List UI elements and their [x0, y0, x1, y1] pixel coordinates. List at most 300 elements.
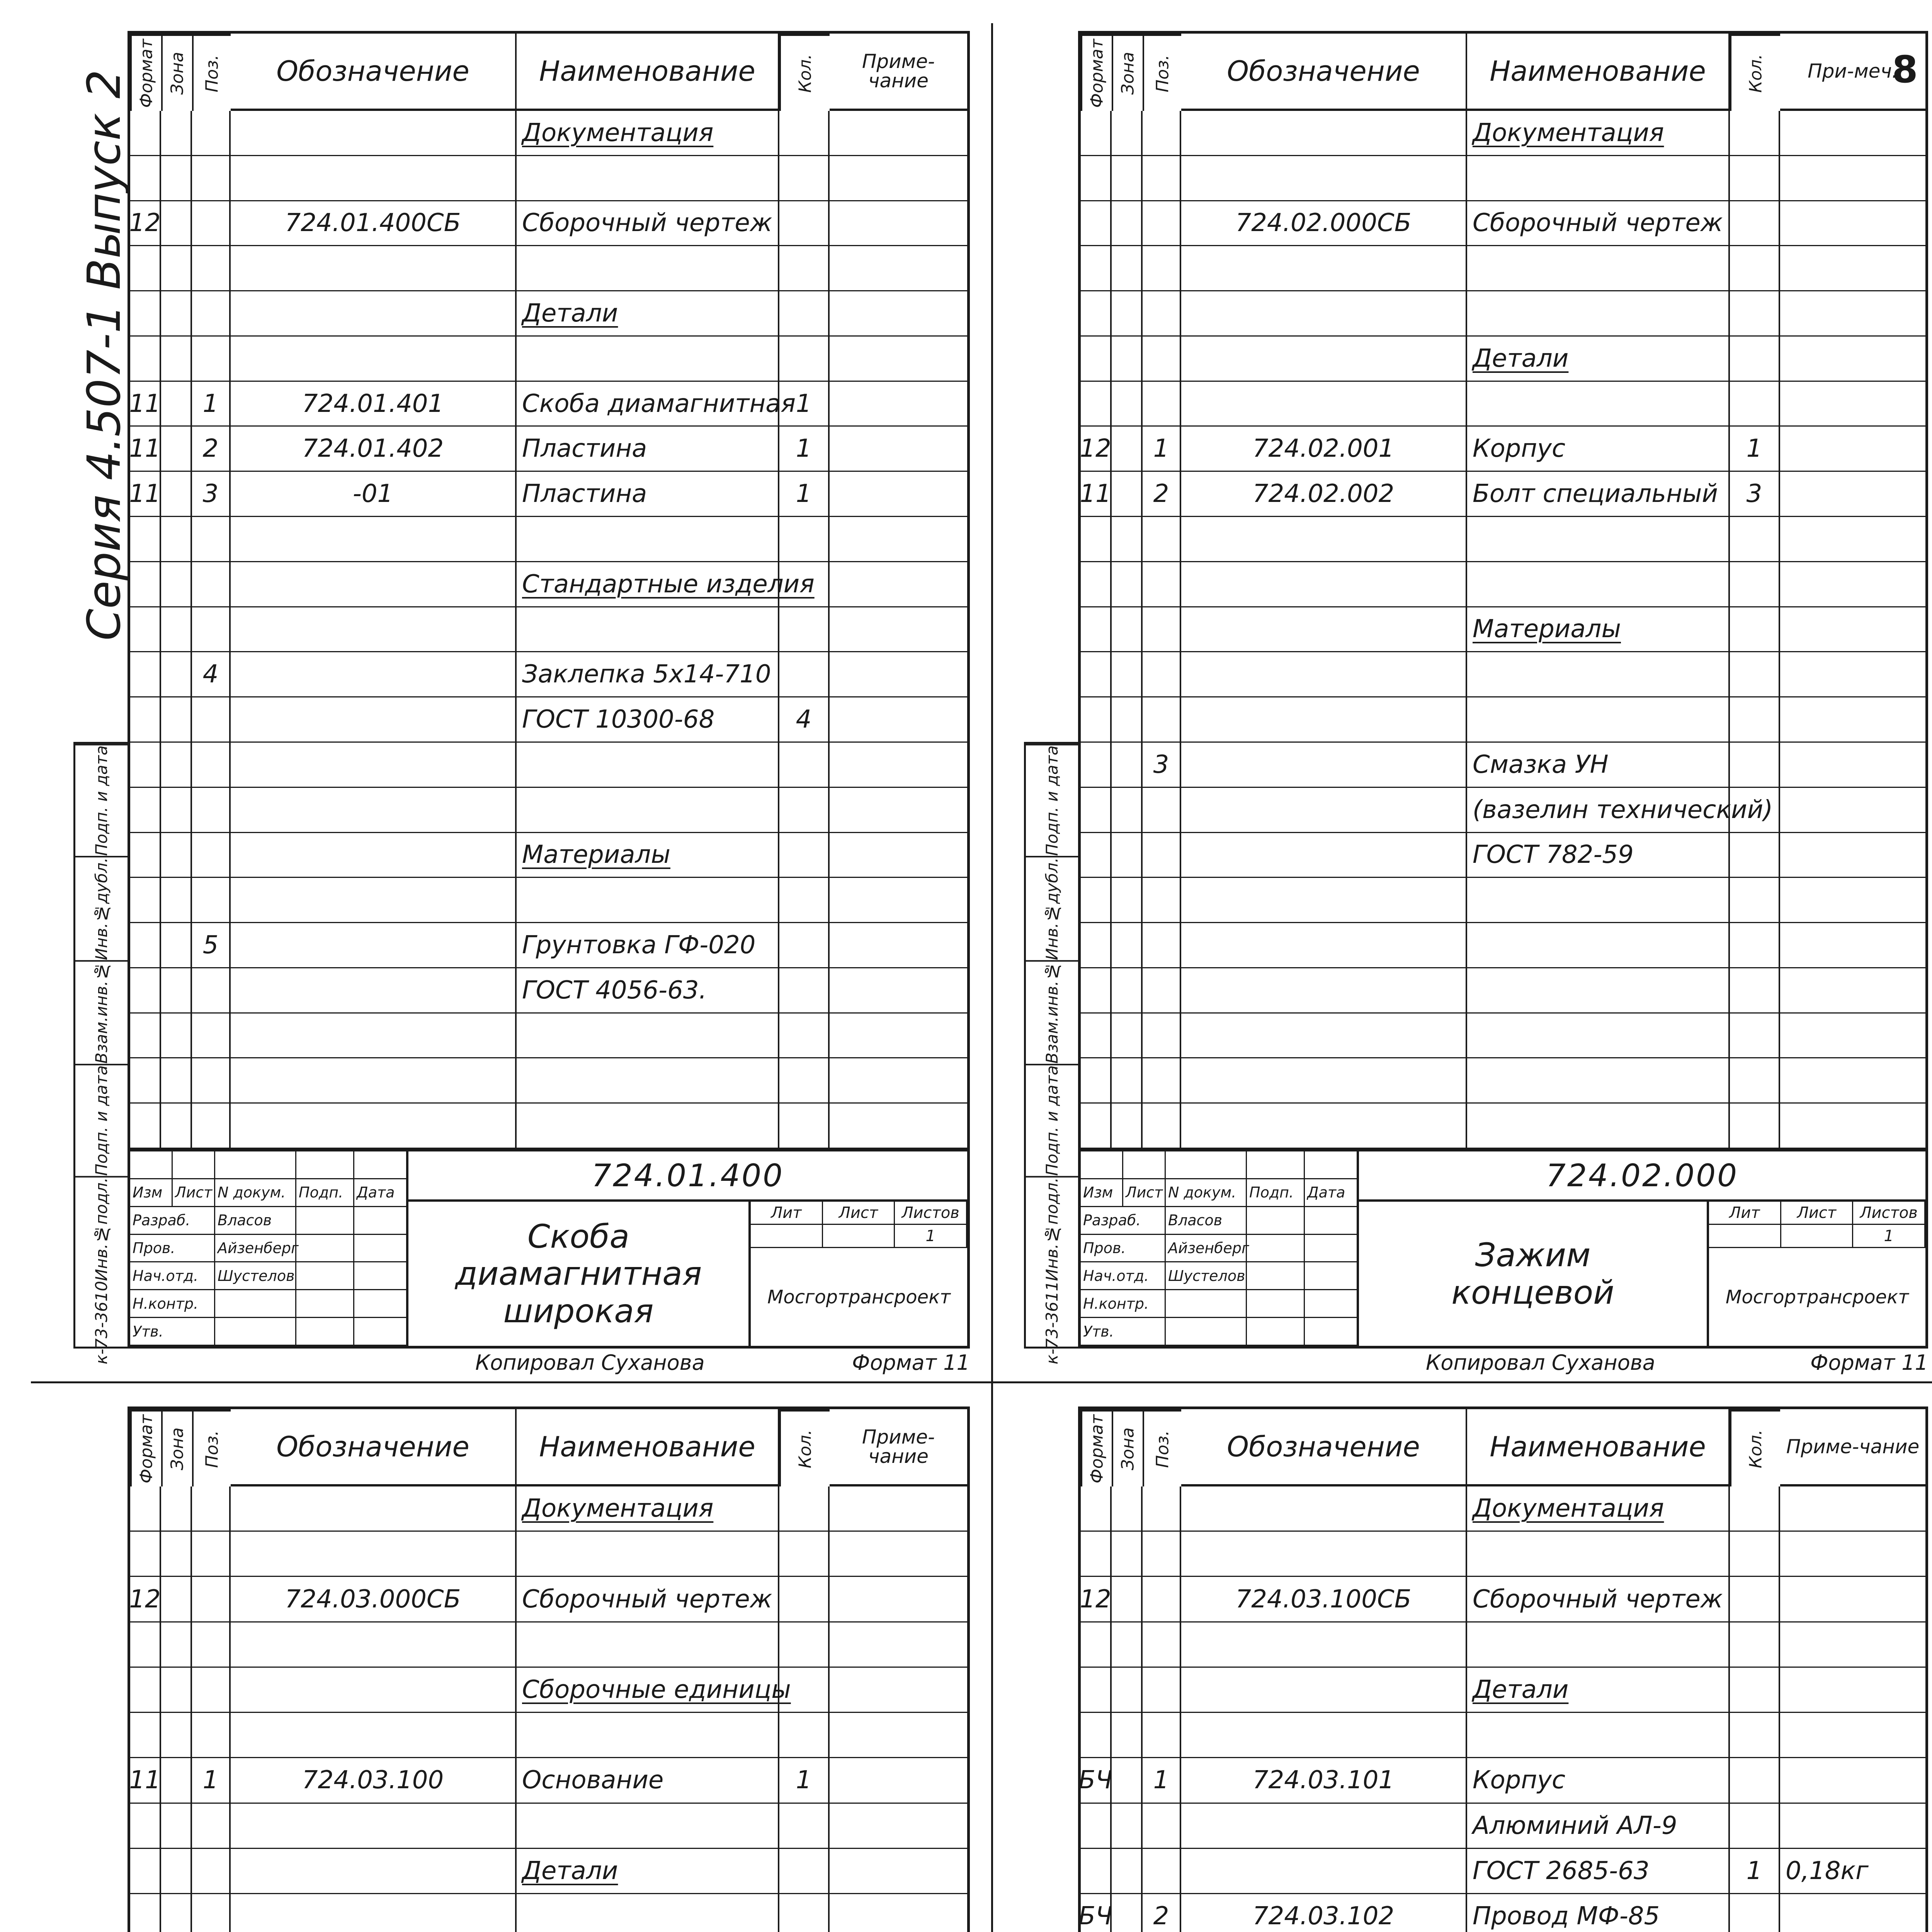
cell-oboznachenie: 724.03.101 [1181, 1758, 1467, 1803]
cell-zona [161, 382, 192, 427]
date-cell [1305, 1207, 1359, 1235]
organization: Мосгортрансроект [767, 1286, 951, 1308]
cell-kol [779, 833, 830, 878]
cell-oboznachenie [231, 246, 517, 291]
date-cell [354, 1235, 408, 1263]
cell-zona [161, 788, 192, 833]
cell-oboznachenie: 724.03.000СБ [231, 1577, 517, 1622]
header-poz: Поз. [192, 1409, 231, 1486]
cell-primechanie [830, 427, 967, 472]
cell-zona [1112, 1014, 1143, 1059]
cell-naimenovanie [517, 1532, 779, 1577]
cell-primechanie [1780, 878, 1925, 923]
cell-naimenovanie: Документация [517, 111, 779, 156]
cell-naimenovanie: Заклепка 5x14-710 [517, 652, 779, 697]
cell-primechanie [830, 1058, 967, 1104]
cell-naimenovanie [517, 1713, 779, 1758]
cell-poz: 1 [1143, 427, 1181, 472]
cell-poz [1143, 291, 1181, 337]
cell-poz [192, 697, 231, 743]
cell-poz [192, 968, 231, 1014]
cell-kol: 1 [1730, 427, 1780, 472]
cell-format: 12 [130, 201, 161, 247]
cell-zona [161, 1486, 192, 1532]
title-block [1081, 1149, 1925, 1346]
cell-naimenovanie [517, 1058, 779, 1104]
cell-format [1081, 1622, 1112, 1668]
cell-format [130, 1486, 161, 1532]
label-list: Лист [1123, 1179, 1166, 1207]
cell-primechanie [1780, 1622, 1925, 1668]
cell-naimenovanie: (вазелин технический) [1467, 788, 1730, 833]
cell-poz [1143, 1849, 1181, 1894]
cell-zona [1112, 1486, 1143, 1532]
series-label: Серия 4.507-1 Выпуск 2 [77, 70, 131, 641]
cell-format: 11 [130, 472, 161, 517]
cell-zona [161, 201, 192, 247]
cell-format [130, 1014, 161, 1059]
cell-naimenovanie: Детали [1467, 1668, 1730, 1713]
cell-oboznachenie [1181, 923, 1467, 968]
horizontal-divider [31, 1381, 1932, 1383]
cell-zona [161, 1104, 192, 1149]
cell-format [130, 1104, 161, 1149]
label-n-kontr: Н.контр. [1081, 1290, 1166, 1318]
cell-format [1081, 788, 1112, 833]
cell-zona [1112, 788, 1143, 833]
cell-zona [1112, 291, 1143, 337]
side-label-podp-data2: Подп. и дата [1026, 744, 1078, 856]
cell-format [1081, 878, 1112, 923]
document-name: Скоба диамагнитная широкая [408, 1202, 751, 1346]
header-naimenovanie: Наименование [1467, 34, 1730, 111]
cell-naimenovanie [1467, 517, 1730, 562]
cell-primechanie [830, 1894, 967, 1932]
cell-naimenovanie: Провод МФ-85 [1467, 1894, 1730, 1932]
cell-primechanie [1780, 1058, 1925, 1104]
meta-values [1709, 1225, 1925, 1248]
cell-naimenovanie: Детали [517, 291, 779, 337]
cell-poz [1143, 517, 1181, 562]
cell-format [1081, 1486, 1112, 1532]
sheets-total: 1 [1853, 1225, 1925, 1247]
cell-naimenovanie: ГОСТ 782-59 [1467, 833, 1730, 878]
cell-oboznachenie [231, 1849, 517, 1894]
cell-primechanie [830, 156, 967, 201]
cell-kol: 1 [779, 472, 830, 517]
date-cell [1305, 1290, 1359, 1318]
cell-primechanie [1780, 156, 1925, 201]
cell-format [130, 833, 161, 878]
cell-primechanie [830, 291, 967, 337]
header-poz: Поз. [192, 34, 231, 111]
cell-primechanie [830, 1758, 967, 1803]
cell-format [1081, 337, 1112, 382]
cell-zona [1112, 1804, 1143, 1849]
cell-oboznachenie [1181, 607, 1467, 653]
cell-format [1081, 1668, 1112, 1713]
cell-oboznachenie [231, 743, 517, 788]
cell-format [1081, 562, 1112, 607]
cell-kol [1730, 1622, 1780, 1668]
cell-format [130, 1713, 161, 1758]
cell-naimenovanie [1467, 652, 1730, 697]
cell-oboznachenie [1181, 1622, 1467, 1668]
cell-kol [779, 652, 830, 697]
cell-format [130, 743, 161, 788]
side-label-podp-data: Подп. и дата [1026, 1064, 1078, 1176]
cell-oboznachenie [231, 1713, 517, 1758]
label-utv: Утв. [130, 1318, 215, 1346]
cell-format [130, 291, 161, 337]
cell-kol [779, 201, 830, 247]
cell-kol [779, 111, 830, 156]
cell-oboznachenie [231, 111, 517, 156]
cell-kol [1730, 788, 1780, 833]
cell-format [1081, 291, 1112, 337]
cell-naimenovanie: ГОСТ 10300-68 [517, 697, 779, 743]
cell-format [130, 923, 161, 968]
cell-oboznachenie [1181, 1058, 1467, 1104]
date-cell [354, 1207, 408, 1235]
cell-oboznachenie [231, 1058, 517, 1104]
side-strip [1024, 742, 1080, 1365]
label-listov: Листов [895, 1202, 967, 1224]
cell-primechanie [830, 562, 967, 607]
cell-naimenovanie [517, 743, 779, 788]
cell-format [130, 1622, 161, 1668]
cell-poz: 4 [192, 652, 231, 697]
cell-primechanie [1780, 697, 1925, 743]
cell-zona [161, 1014, 192, 1059]
cell-poz [192, 1849, 231, 1894]
cell-primechanie [1780, 1894, 1925, 1932]
cell-kol [1730, 337, 1780, 382]
signature-cell [296, 1318, 354, 1346]
cell-poz [1143, 833, 1181, 878]
spec-table [130, 34, 967, 1149]
header-primechanie: Приме-чание [830, 1409, 967, 1486]
signature-cell [1247, 1318, 1305, 1346]
cell-oboznachenie [231, 1104, 517, 1149]
cell-zona [161, 1713, 192, 1758]
cell-kol [1730, 1577, 1780, 1622]
cell-poz [1143, 878, 1181, 923]
cell-zona [1112, 337, 1143, 382]
side-strip [73, 742, 129, 1365]
document-code: 724.01.400 [408, 1151, 967, 1202]
header-naimenovanie: Наименование [517, 34, 779, 111]
cell-kol [779, 156, 830, 201]
cell-oboznachenie [231, 1668, 517, 1713]
cell-zona [1112, 1104, 1143, 1149]
cell-zona [1112, 562, 1143, 607]
date-cell [354, 1262, 408, 1290]
header-zona: Зона [1112, 1409, 1143, 1486]
cell-naimenovanie [517, 1894, 779, 1932]
cell-poz [192, 788, 231, 833]
cell-primechanie [830, 111, 967, 156]
spec-table [130, 1409, 967, 1932]
label-list2: Лист [823, 1202, 895, 1224]
header-format: Формат [1081, 1409, 1112, 1486]
cell-primechanie [830, 1532, 967, 1577]
signature-cell [296, 1290, 354, 1318]
cell-poz [192, 1713, 231, 1758]
cell-poz [1143, 923, 1181, 968]
spec-sheet [1078, 31, 1928, 1349]
cell-oboznachenie [1181, 156, 1467, 201]
title-block-bottom [408, 1202, 967, 1346]
cell-poz: 1 [192, 382, 231, 427]
cell-zona [161, 833, 192, 878]
cell-kol [1730, 562, 1780, 607]
revision-cell [1166, 1151, 1247, 1179]
cell-format [1081, 1532, 1112, 1577]
cell-poz [192, 156, 231, 201]
cell-naimenovanie [517, 1014, 779, 1059]
cell-oboznachenie [1181, 1713, 1467, 1758]
cell-format [130, 562, 161, 607]
label-list: Лист [173, 1179, 215, 1207]
signature-cell [296, 1235, 354, 1263]
cell-primechanie [830, 1577, 967, 1622]
cell-poz: 3 [192, 472, 231, 517]
vertical-divider [991, 23, 993, 1932]
cell-format: 11 [130, 427, 161, 472]
cell-format [1081, 652, 1112, 697]
side-label-vzam-inv: Взам.инв.№ [1026, 960, 1078, 1064]
cell-primechanie [1780, 1577, 1925, 1622]
header-kol: Кол. [779, 1409, 830, 1486]
cell-kol [1730, 743, 1780, 788]
cell-primechanie [1780, 1014, 1925, 1059]
cell-kol [1730, 517, 1780, 562]
cell-primechanie [830, 923, 967, 968]
cell-primechanie [1780, 1486, 1925, 1532]
header-format: Формат [1081, 34, 1112, 111]
cell-zona [1112, 1713, 1143, 1758]
side-inventory-number: к-73-3610 [92, 1281, 111, 1365]
cell-naimenovanie: Сборочные единицы [517, 1668, 779, 1713]
cell-zona [161, 607, 192, 653]
cell-kol: 4 [779, 697, 830, 743]
header-zona: Зона [161, 1409, 192, 1486]
cell-primechanie [830, 1622, 967, 1668]
cell-format [1081, 246, 1112, 291]
cell-primechanie [1780, 743, 1925, 788]
cell-oboznachenie [231, 517, 517, 562]
title-block-main [408, 1151, 967, 1346]
revision-cell [215, 1151, 296, 1179]
cell-oboznachenie [1181, 878, 1467, 923]
cell-kol [779, 1804, 830, 1849]
cell-primechanie [830, 743, 967, 788]
cell-zona [161, 697, 192, 743]
cell-oboznachenie [231, 562, 517, 607]
signature-cell [1247, 1290, 1305, 1318]
cell-naimenovanie [517, 1804, 779, 1849]
cell-oboznachenie: 724.03.100СБ [1181, 1577, 1467, 1622]
cell-kol [1730, 1668, 1780, 1713]
label-nach-otd: Нач.отд. [1081, 1262, 1166, 1290]
cell-primechanie [1780, 382, 1925, 427]
cell-naimenovanie: Корпус [1467, 427, 1730, 472]
cell-zona [1112, 1622, 1143, 1668]
signer-name: Власов [1166, 1207, 1247, 1235]
cell-poz [192, 1622, 231, 1668]
cell-format [1081, 833, 1112, 878]
cell-poz [192, 562, 231, 607]
cell-kol [779, 1058, 830, 1104]
cell-poz: 2 [1143, 472, 1181, 517]
cell-format [130, 652, 161, 697]
signature-cell [296, 1207, 354, 1235]
cell-oboznachenie: 724.02.001 [1181, 427, 1467, 472]
cell-oboznachenie [231, 697, 517, 743]
cell-primechanie [830, 1104, 967, 1149]
revision-cell [354, 1151, 408, 1179]
signer-name: Айзенберг [1166, 1235, 1247, 1263]
cell-zona [161, 1532, 192, 1577]
cell-primechanie [830, 1849, 967, 1894]
format-label: Формат 11 [852, 1350, 970, 1375]
cell-poz [192, 878, 231, 923]
cell-poz [192, 743, 231, 788]
format-label: Формат 11 [1810, 1350, 1928, 1375]
signer-name: Шустелов [215, 1262, 296, 1290]
cell-format: 12 [130, 1577, 161, 1622]
copied-by: Копировал Суханова [475, 1350, 705, 1375]
header-format: Формат [130, 34, 161, 111]
cell-kol: 1 [779, 427, 830, 472]
cell-kol [779, 1668, 830, 1713]
cell-naimenovanie [517, 517, 779, 562]
cell-kol [1730, 697, 1780, 743]
cell-primechanie [830, 697, 967, 743]
header-oboznachenie: Обозначение [231, 1409, 517, 1486]
cell-naimenovanie: Сборочный чертеж [517, 201, 779, 247]
cell-kol [1730, 1894, 1780, 1932]
cell-zona [161, 1622, 192, 1668]
document-name: Зажим концевой [1359, 1202, 1709, 1346]
cell-format: 11 [130, 1758, 161, 1803]
cell-kol [1730, 246, 1780, 291]
cell-poz [192, 246, 231, 291]
cell-format [1081, 607, 1112, 653]
cell-oboznachenie [1181, 111, 1467, 156]
cell-oboznachenie [1181, 1804, 1467, 1849]
cell-zona [1112, 968, 1143, 1014]
cell-oboznachenie: 724.03.100 [231, 1758, 517, 1803]
label-prov: Пров. [130, 1235, 215, 1263]
cell-poz [1143, 337, 1181, 382]
cell-zona [1112, 607, 1143, 653]
cell-naimenovanie [517, 1104, 779, 1149]
signature-cell [1247, 1207, 1305, 1235]
label-razrab: Разраб. [1081, 1207, 1166, 1235]
cell-zona [161, 562, 192, 607]
cell-primechanie [830, 788, 967, 833]
cell-poz [1143, 1014, 1181, 1059]
cell-poz [1143, 201, 1181, 247]
cell-zona [161, 517, 192, 562]
signature-cell [1247, 1235, 1305, 1263]
side-label-vzam-inv: Взам.инв.№ [75, 960, 128, 1064]
cell-format [130, 1668, 161, 1713]
cell-poz [192, 1532, 231, 1577]
cell-naimenovanie [1467, 697, 1730, 743]
lit-value [1709, 1225, 1781, 1247]
cell-zona [1112, 382, 1143, 427]
cell-oboznachenie: -01 [231, 472, 517, 517]
cell-oboznachenie [231, 291, 517, 337]
cell-naimenovanie: ГОСТ 2685-63 [1467, 1849, 1730, 1894]
signer-name [1166, 1318, 1247, 1346]
cell-primechanie [1780, 652, 1925, 697]
cell-poz [192, 1486, 231, 1532]
meta-labels [1709, 1202, 1925, 1225]
cell-format [130, 1894, 161, 1932]
label-razrab: Разраб. [130, 1207, 215, 1235]
cell-zona [161, 111, 192, 156]
cell-kol [779, 878, 830, 923]
cell-naimenovanie [1467, 156, 1730, 201]
cell-format [1081, 1713, 1112, 1758]
cell-format [130, 697, 161, 743]
cell-zona [1112, 517, 1143, 562]
cell-naimenovanie: Документация [517, 1486, 779, 1532]
cell-primechanie [1780, 1668, 1925, 1713]
cell-oboznachenie [231, 788, 517, 833]
cell-oboznachenie [231, 1804, 517, 1849]
cell-oboznachenie [1181, 697, 1467, 743]
side-label-inv-podl: Инв.№подл. [1026, 1176, 1078, 1281]
cell-kol [779, 1486, 830, 1532]
cell-poz [1143, 1577, 1181, 1622]
header-primechanie: Приме-чание [1780, 1409, 1925, 1486]
cell-format: 11 [1081, 472, 1112, 517]
cell-naimenovanie [517, 878, 779, 923]
cell-poz [1143, 968, 1181, 1014]
cell-zona [161, 1577, 192, 1622]
spec-sheet [128, 31, 970, 1349]
cell-naimenovanie [1467, 878, 1730, 923]
sheets-total: 1 [895, 1225, 967, 1247]
cell-poz: 2 [192, 427, 231, 472]
label-data: Дата [1305, 1179, 1359, 1207]
cell-poz: 1 [192, 1758, 231, 1803]
cell-naimenovanie [1467, 562, 1730, 607]
cell-naimenovanie: Основание [517, 1758, 779, 1803]
cell-format: 12 [1081, 1577, 1112, 1622]
cell-naimenovanie [517, 788, 779, 833]
cell-zona [161, 156, 192, 201]
cell-primechanie [830, 1486, 967, 1532]
title-block-bottom [1359, 1202, 1925, 1346]
header-kol: Кол. [1730, 34, 1780, 111]
revision-cell [1081, 1151, 1123, 1179]
cell-poz [192, 1058, 231, 1104]
cell-poz: 5 [192, 923, 231, 968]
cell-oboznachenie [1181, 562, 1467, 607]
cell-format [1081, 743, 1112, 788]
cell-zona [1112, 472, 1143, 517]
cell-kol [1730, 1104, 1780, 1149]
cell-zona [1112, 1058, 1143, 1104]
cell-kol [1730, 1058, 1780, 1104]
cell-oboznachenie [231, 1532, 517, 1577]
